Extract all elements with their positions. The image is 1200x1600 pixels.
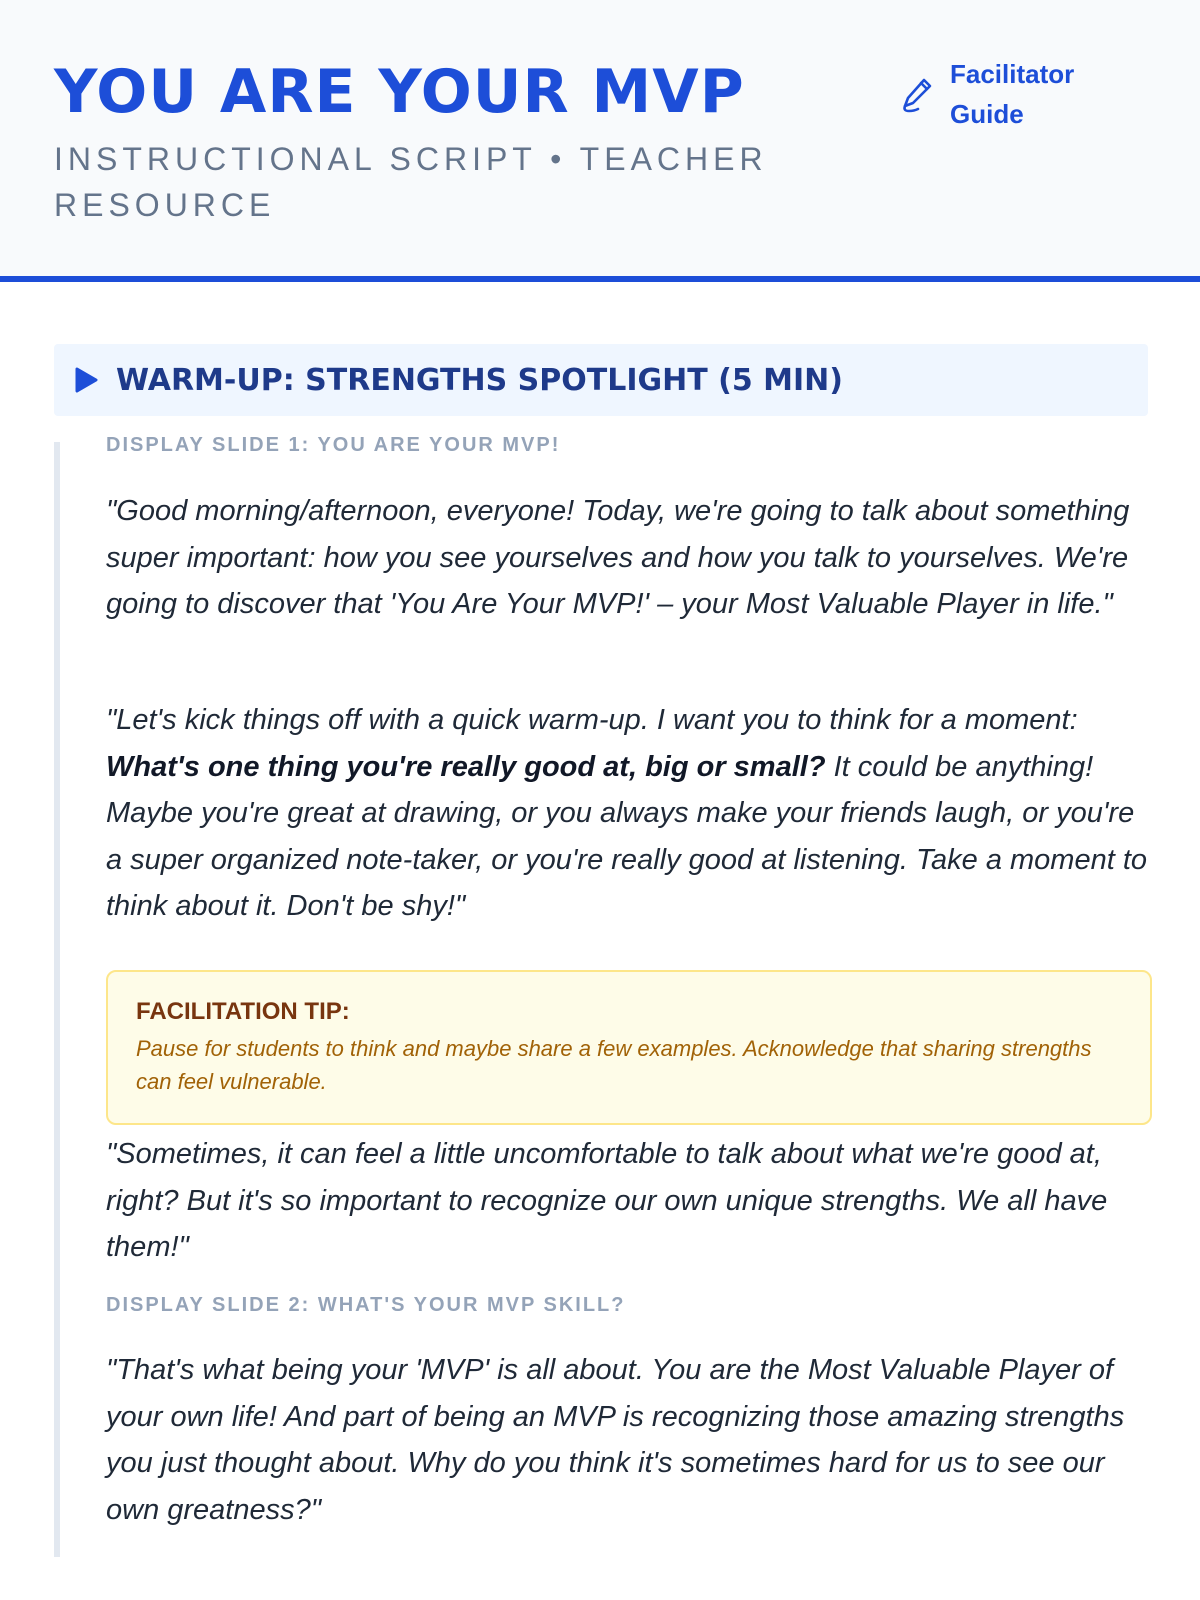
facilitator-guide-label: Facilitator Guide xyxy=(950,59,1075,129)
page-title: YOU ARE YOUR MVP xyxy=(54,57,745,127)
facilitation-tip xyxy=(106,970,1152,1125)
play-icon xyxy=(72,366,100,394)
script-quote-2 xyxy=(106,697,1152,930)
pen-icon xyxy=(900,76,934,114)
section-header xyxy=(54,344,1148,416)
slide-label-2: DISPLAY SLIDE 2: WHAT'S YOUR MVP SKILL? xyxy=(106,1294,626,1316)
section-title: WARM-UP: STRENGTHS SPOTLIGHT (5 MIN) xyxy=(116,362,843,398)
script-quote-4: "That's what being your 'MVP' is all about. You are the Most Valuable Player of your own life! And part of being an MVP is recognizing those amazing strengths you just thought about. Why do you think it's sometimes hard for us to see our own greatness?" xyxy=(106,1354,1125,1526)
script-quote-3: "Sometimes, it can feel a little uncomfortable to talk about what we're good at, right? But it's so important to recognize our own unique strengths. We all have them!" xyxy=(106,1138,1108,1263)
script-quote-1: "Good morning/afternoon, everyone! Today, we're going to talk about something super important: how you see yourselves and how you talk to yourselves. We're going to discover that 'You Are Your MVP!' – your Most Valuable Player in life." xyxy=(106,495,1130,620)
key-question: What's one thing you're really good at, big or small? xyxy=(106,750,826,783)
quote-2-end: It could be anything! Maybe you're great at drawing, or you always make your friends laugh, or you're a super organized note-taker, or you're really good at listening. Take a moment to think about it. Don't be shy!" xyxy=(106,750,1148,922)
page-header xyxy=(0,0,1200,282)
page-subtitle: INSTRUCTIONAL SCRIPT • TEACHER RESOURCE xyxy=(54,141,768,223)
script-block xyxy=(54,434,1148,1557)
quote-2-start: "Let's kick things off with a quick warm-up. I want you to think for a moment: xyxy=(106,704,1078,736)
tip-title: FACILITATION TIP: xyxy=(136,998,350,1025)
slide-label-1: DISPLAY SLIDE 1: YOU ARE YOUR MVP! xyxy=(106,434,561,456)
facilitator-guide-link[interactable] xyxy=(900,54,1100,134)
tip-body: Pause for students to think and maybe share a few examples. Acknowledge that sharing strengths can feel vulnerable. xyxy=(136,1036,1092,1094)
